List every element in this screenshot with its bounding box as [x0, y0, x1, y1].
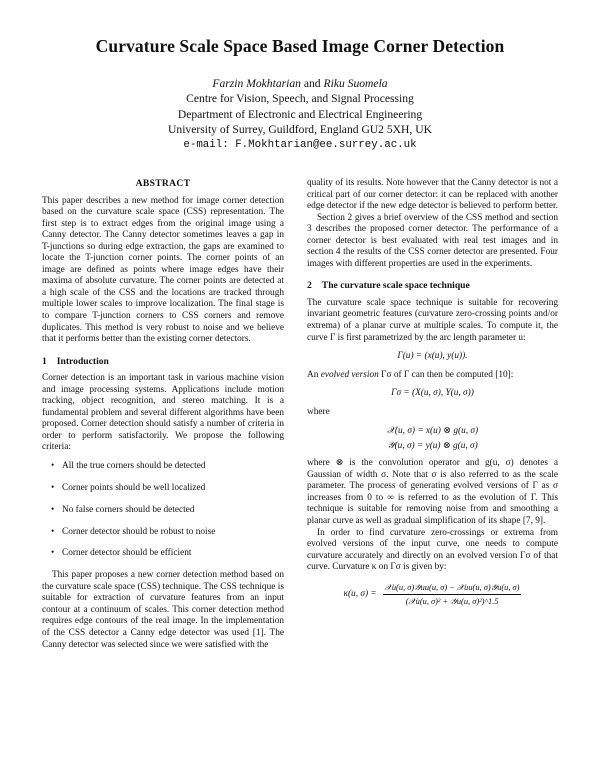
affiliation-line: Department of Electronic and Electrical Engineering — [177, 107, 423, 121]
author-block — [0, 76, 600, 153]
section-heading-introduction — [42, 356, 284, 368]
bullet-icon: • — [51, 461, 55, 472]
fraction-numerator: 𝒳u(u, σ)𝒴uu(u, σ) − 𝒳uu(u, σ)𝒴u(u, σ) — [383, 582, 522, 596]
list-item: • All the true corners should be detected — [51, 461, 206, 472]
intro-paragraph: This paper proposes a new corner detection method based on the curvature scale space (CSS) technique. The CSS technique is suitable for extraction of curvature features from an input contour at a continuum of scales. This corner detection method requires edge contours of the real image. In the implementation of the CSS detector a Canny edge detector was used [1]. The Canny detector was selected since we were satisfied with the — [42, 570, 284, 650]
affiliation-line: University of Surrey, Guildford, England GU2 5XH, UK — [168, 123, 432, 137]
equation-fraction — [383, 582, 522, 608]
abstract-text: This paper describes a new method for image corner detection based on the curvature scale space (CSS) representation. The first step is to extract edges from the original image using a Canny detector. The Canny detector sometimes leaves a gap in T-junctions so during edge extraction, the gaps are examined to locate the T-junction corner points. The corner points of an image are defined as points where image edges have their maxima of absolute curvature. The corner points are detected at a high scale of the CSS and the locations are tracked through multiple lower scales to improve localization. The final stage is to compare T-junction corners to CSS corners and remove duplicates. This method is very robust to noise and we believe that it performs better than the existing corner detectors. — [42, 195, 284, 345]
intro-paragraph: Corner detection is an important task in various machine vision and image processing systems. Applications include motion tracking, object recognition, and stereo matching. It is a fundamental problem and several different algorithms have been proposed. Corner detection should satisfy a number of criteria in order to perform satisfactorily. We propose the following criteria: — [42, 373, 284, 453]
equation-curve: Γ(u) = (x(u), y(u)). — [397, 351, 468, 362]
abstract-heading: ABSTRACT — [135, 178, 191, 189]
author-line — [0, 76, 600, 91]
fraction-denominator: (𝒳u(u, σ)² + 𝒴u(u, σ)²)^1.5 — [405, 597, 499, 607]
email-line: e-mail: F.Mokhtarian@ee.surrey.ac.uk — [183, 138, 417, 151]
right-column — [307, 178, 558, 608]
section-heading-css — [307, 280, 558, 292]
paper-title: Curvature Scale Space Based Image Corner Detection — [95, 36, 505, 56]
css-paragraph: In order to find curvature zero-crossings or extrema from evolved versions of the input curve, one needs to compute curvature accurately and directly on an evolved version Γσ of that curve. Curvature κ on Γσ is given by: — [307, 527, 558, 573]
author-conjunction: and — [303, 77, 321, 90]
bullet-icon: • — [51, 504, 55, 515]
css-paragraph: An evolved version Γσ of Γ can then be computed [10]: — [307, 369, 514, 380]
list-item: • Corner detector should be efficient — [51, 548, 192, 559]
bullet-icon: • — [51, 548, 55, 559]
intro-paragraph: Section 2 gives a brief overview of the CSS method and section 3 describes the proposed corner detector. The performance of a corner detector is best evaluated with real test images and in section 4 the results of the CSS corner detector are presented. Four images with different properties are used in the experiments. — [307, 212, 558, 269]
section-title: Introduction — [56, 355, 109, 367]
bullet-icon: • — [51, 482, 55, 493]
criteria-list — [42, 461, 284, 560]
author-name: Riku Suomela — [323, 77, 388, 90]
author-name: Farzin Mokhtarian — [212, 77, 301, 90]
left-column — [42, 178, 284, 651]
intro-paragraph-continued: quality of its results. Note however that the Canny detector is not a critical part of our corner detector: it can be replaced with another edge detector if the new edge detector is believed to perform better. — [307, 178, 558, 212]
list-item: • Corner points should be well localized — [51, 482, 206, 493]
section-number: 1 — [42, 355, 47, 367]
css-paragraph: where ⊗ is the convolution operator and g(u, σ) denotes a Gaussian of width σ. Note that σ is also referred to as the scale parameter. The process of generating evolved versions of Γ as σ increases from 0 to ∞ is referred to as the evolution of Γ. This technique is suitable for removing noise from and smoothing a planar curve as well as gradual simplification of its shape [7, 9]. — [307, 458, 558, 527]
bullet-icon: • — [51, 526, 55, 537]
section-number: 2 — [307, 280, 312, 292]
equation-curvature — [307, 582, 558, 608]
equation-evolved-curve: Γσ = (X(u, σ), Y(u, σ)) — [391, 388, 474, 399]
affiliation-line: Centre for Vision, Speech, and Signal Processing — [186, 92, 414, 106]
equation-lhs: κ(u, σ) = — [343, 589, 377, 600]
css-where: where — [307, 406, 330, 417]
list-item: • Corner detector should be robust to noise — [51, 526, 216, 537]
equation-convolution: 𝒳(u, σ) = x(u) ⊗ g(u, σ) 𝒴(u, σ) = y(u) ⊗ g(u, σ) — [386, 426, 479, 452]
css-paragraph: The curvature scale space technique is suitable for recovering invariant geometric features (curvature zero-crossing points and/or extrema) of a planar curve at multiple scales. To compute it, the curve Γ is first parametrized by the arc length parameter u: — [307, 297, 558, 343]
list-item: • No false corners should be detected — [51, 504, 195, 515]
section-title: The curvature scale space technique — [321, 280, 470, 292]
